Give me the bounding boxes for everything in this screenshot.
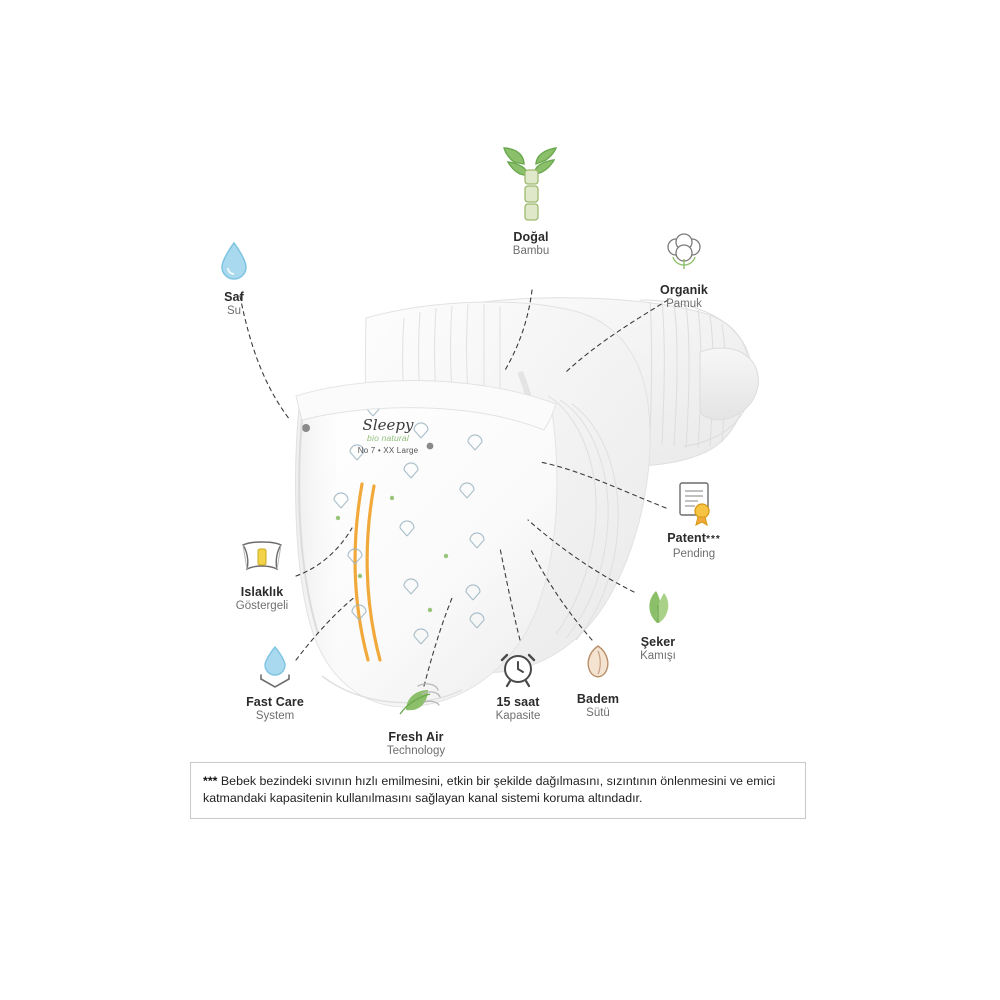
feature-subtitle: Sütü xyxy=(586,707,610,719)
feature-subtitle: Göstergeli xyxy=(235,600,289,612)
feature-title: Fast Care xyxy=(246,695,304,709)
feature-subtitle: Pending xyxy=(672,548,716,560)
feature-title: Doğal xyxy=(513,230,549,244)
feature-title: Islaklık xyxy=(240,585,284,599)
bamboo-icon xyxy=(461,180,601,226)
feature-subtitle: Kapasite xyxy=(495,710,541,722)
feature-title: Badem xyxy=(576,692,620,706)
feature-fast-care[interactable] xyxy=(205,645,345,723)
product-size: No 7 • XX Large xyxy=(357,446,419,455)
feature-subtitle: Kamışı xyxy=(640,650,676,662)
feature-subtitle: Technology xyxy=(386,745,446,757)
feature-subtitle: System xyxy=(255,710,295,722)
feature-title: Organik xyxy=(660,283,708,297)
feature-title: Fresh Air xyxy=(388,730,444,744)
feature-islaklik[interactable] xyxy=(192,535,332,613)
leaves-icon xyxy=(588,585,728,631)
wetness-strip-icon xyxy=(192,535,332,581)
feature-organik-pamuk[interactable] xyxy=(614,233,754,311)
feature-subtitle: Pamuk xyxy=(666,298,702,310)
certificate-icon xyxy=(624,481,764,527)
leaf-breeze-icon xyxy=(346,680,486,726)
feature-saf-su[interactable] xyxy=(164,240,304,318)
feature-fresh-air[interactable] xyxy=(346,680,486,758)
connector-dogal-bambu xyxy=(504,290,532,372)
feature-subtitle: Su xyxy=(226,305,242,317)
drop-absorb-icon xyxy=(205,645,345,691)
footnote-asterisks: *** xyxy=(203,774,218,788)
feature-patent[interactable] xyxy=(624,481,764,561)
footnote-body: Bebek bezindeki sıvının hızlı emilmesini, etkin bir şekilde dağılmasını, sızıntının önlenmesini ve emici katmandaki kapasitenin kullanılmasını sağlayan kanal sistemi koruma altındadır. xyxy=(203,774,776,805)
feature-title xyxy=(624,531,764,547)
footnote-box xyxy=(190,762,806,819)
feature-dogal-bambu[interactable] xyxy=(461,180,601,258)
water-drop-icon xyxy=(164,240,304,286)
feature-title: Şeker xyxy=(640,635,676,649)
brand-name: Sleepy xyxy=(362,416,414,434)
patent-asterisks: *** xyxy=(706,534,721,545)
brand-subtitle: bio natural xyxy=(367,433,409,443)
connector-kapasite xyxy=(500,548,520,640)
footnote-text xyxy=(203,773,793,807)
connector-seker-kamisi xyxy=(528,520,634,592)
feature-title: 15 saat xyxy=(496,695,540,709)
patent-title-text: Patent xyxy=(667,531,707,545)
feature-title: Saf xyxy=(224,290,244,304)
feature-subtitle: Bambu xyxy=(512,245,550,257)
cotton-flower-icon xyxy=(614,233,754,279)
